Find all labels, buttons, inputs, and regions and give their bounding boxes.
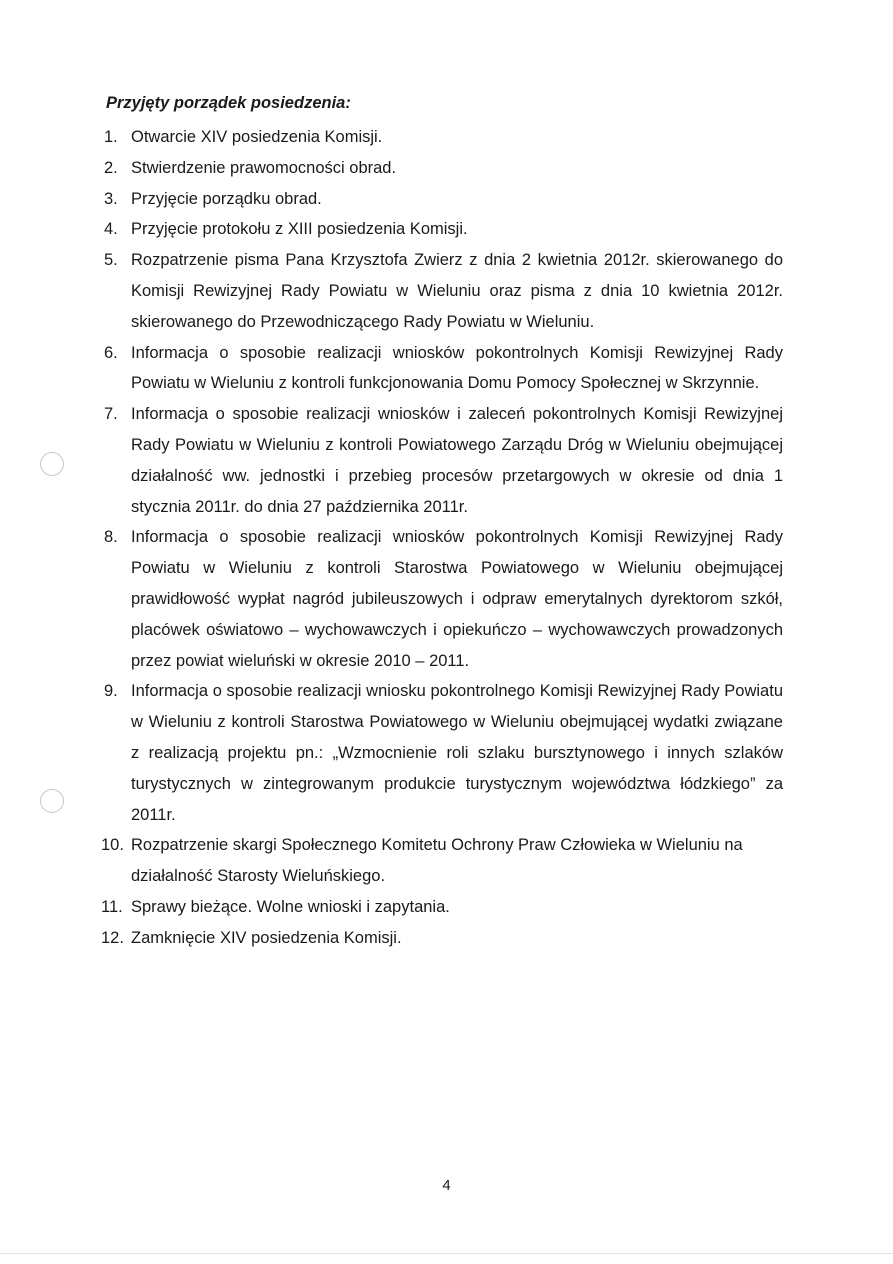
punch-hole-mark	[40, 452, 64, 476]
agenda-item-number: 3.	[104, 189, 118, 208]
agenda-item-text: Stwierdzenie prawomocności obrad.	[131, 158, 397, 177]
agenda-item-text: Zamknięcie XIV posiedzenia Komisji.	[131, 928, 402, 947]
agenda-item-text: Informacja o sposobie realizacji wniosków pokontrolnych Komisji Rewizyjnej Rady Powiatu w Wieluniu z kontroli funkcjonowania Domu Pomocy Społecznej w Skrzynnie.	[131, 343, 783, 393]
agenda-item-text: Rozpatrzenie skargi Społecznego Komitetu Ochrony Praw Człowieka w Wieluniu na działalność Starosty Wieluńskiego.	[131, 836, 743, 886]
agenda-item-number: 7.	[104, 405, 118, 424]
agenda-list	[0, 122, 893, 954]
agenda-heading: Przyjęty porządek posiedzenia:	[106, 94, 351, 112]
agenda-item	[0, 522, 783, 676]
agenda-item-text: Informacja o sposobie realizacji wniosków i zaleceń pokontrolnych Komisji Rewizyjnej Rady Powiatu w Wieluniu z kontroli Powiatowego Zarządu Dróg w Wieluniu obejmującej działalność ww. jednostki i przebieg procesów przetargowych w okresie od dnia 1 stycznia 2011r. do dnia 27 października 2011r.	[131, 405, 783, 516]
agenda-item	[0, 923, 783, 954]
agenda-item	[0, 153, 783, 184]
punch-hole-mark	[40, 789, 64, 813]
agenda-item-number: 1.	[104, 128, 118, 146]
agenda-item-text: Informacja o sposobie realizacji wniosku pokontrolnego Komisji Rewizyjnej Rady Powiatu w Wieluniu z kontroli Starostwa Powiatowego w Wieluniu obejmującej wydatki związane z realizacją projektu pn.: „Wzmocnienie roli szlaku bursztynowego i innych szlaków turystycznych w zintegrowanym produkcie turystycznym województwa łódzkiego” za 2011r.	[131, 682, 783, 824]
agenda-item-number: 4.	[104, 220, 118, 239]
scan-edge-line	[0, 1253, 893, 1254]
agenda-item	[0, 676, 783, 830]
agenda-item	[0, 245, 783, 337]
agenda-item-text: Informacja o sposobie realizacji wniosków pokontrolnych Komisji Rewizyjnej Rady Powiatu w Wieluniu z kontroli Starostwa Powiatowego w Wieluniu obejmującej prawidłowość wypłat nagród jubileuszowych i odpraw emerytalnych dyrektorom szkół, placówek oświatowo – wychowawczych i opiekuńczo – wychowawczych prowadzonych przez powiat wieluński w okresie 2010 – 2011.	[131, 528, 783, 670]
agenda-item-number: 2.	[104, 158, 118, 177]
agenda-item-number: 8.	[104, 528, 118, 547]
agenda-item-number: 11.	[101, 897, 123, 916]
agenda-item-number: 5.	[104, 251, 118, 270]
agenda-item-number: 9.	[104, 682, 118, 701]
agenda-item-number: 10.	[101, 836, 124, 855]
agenda-item	[0, 184, 783, 215]
page-number: 4	[442, 1177, 451, 1194]
agenda-item	[0, 892, 783, 923]
agenda-item	[0, 830, 783, 892]
agenda-item-text: Rozpatrzenie pisma Pana Krzysztofa Zwierz z dnia 2 kwietnia 2012r. skierowanego do Komisji Rewizyjnej Rady Powiatu w Wieluniu oraz pisma z dnia 10 kwietnia 2012r. skierowanego do Przewodniczącego Rady Powiatu w Wieluniu.	[131, 251, 783, 331]
agenda-item	[0, 122, 783, 153]
agenda-item-text: Przyjęcie protokołu z XIII posiedzenia Komisji.	[131, 220, 468, 239]
agenda-item-text: Otwarcie XIV posiedzenia Komisji.	[131, 128, 383, 146]
agenda-item-number: 12.	[101, 928, 124, 947]
agenda-item	[0, 214, 783, 245]
agenda-item-number: 6.	[104, 343, 118, 362]
agenda-item	[0, 399, 783, 522]
agenda-item-text: Sprawy bieżące. Wolne wnioski i zapytania.	[131, 897, 450, 916]
agenda-item-text: Przyjęcie porządku obrad.	[131, 189, 322, 208]
agenda-item	[0, 338, 783, 400]
